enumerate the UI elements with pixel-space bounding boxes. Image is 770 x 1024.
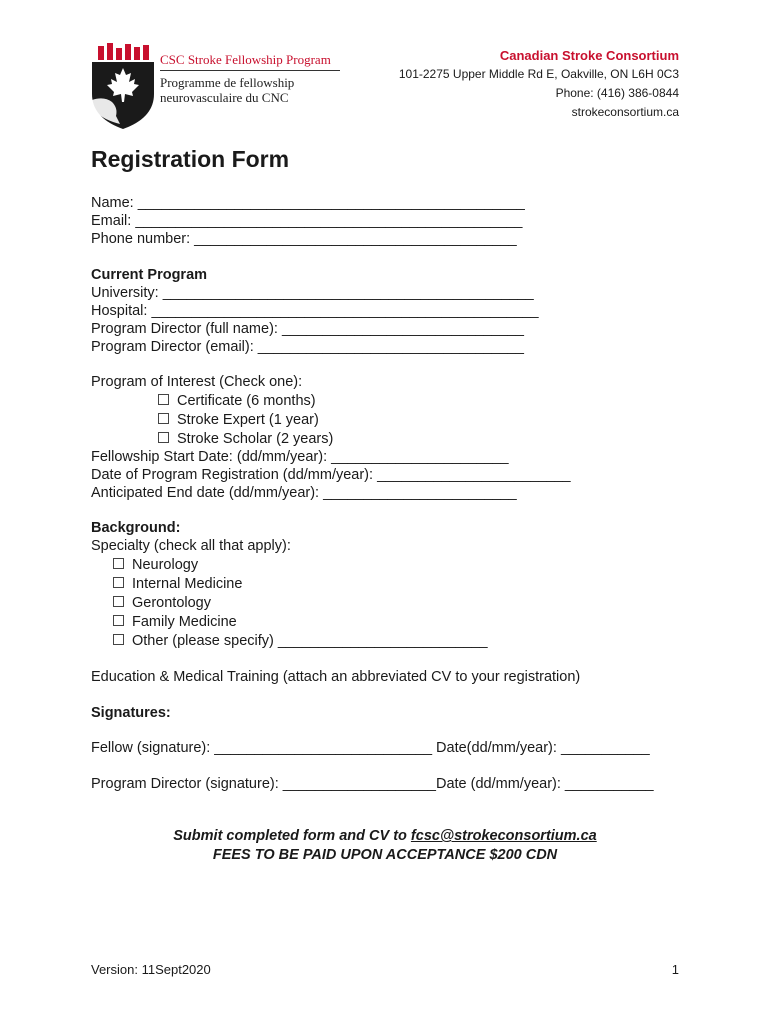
specialty-heading: Specialty (check all that apply): [91,538,291,554]
university-field[interactable]: University: ______________________________________________ [91,285,534,301]
org-address: 101-2275 Upper Middle Rd E, Oakville, ON L6H 0C3 [398,67,679,81]
background-heading: Background: [91,520,181,536]
email-field[interactable]: Email: ________________________________________________ [91,213,523,229]
hospital-field[interactable]: Hospital: ________________________________________________ [91,303,539,319]
interest-heading: Program of Interest (Check one): [91,374,303,390]
phone-field[interactable]: Phone number: ________________________________________ [91,231,517,247]
org-name: Canadian Stroke Consortium [499,48,679,63]
director-signature-line[interactable]: Program Director (signature): ___________________Date (dd/mm/year): ___________ [91,776,654,792]
registration-date-field[interactable]: Date of Program Registration (dd/mm/year): ________________________ [91,467,571,483]
specialty-gerontology[interactable]: Gerontology [113,594,211,612]
fees-note: FEES TO BE PAID UPON ACCEPTANCE $200 CDN [212,847,558,863]
page-number: 1 [671,962,679,977]
checkbox[interactable] [113,615,124,626]
interest-option-scholar[interactable]: Stroke Scholar (2 years) [158,430,333,448]
checkbox[interactable] [158,394,169,405]
checkbox[interactable] [113,558,124,569]
director-name-field[interactable]: Program Director (full name): ______________________________ [91,321,524,337]
specialty-other[interactable]: Other (please specify) __________________________ [113,632,488,650]
submit-email-link[interactable]: fcsc@strokeconsortium.ca [410,828,597,844]
education-note: Education & Medical Training (attach an abbreviated CV to your registration) [91,669,581,685]
version-label: Version: 11Sept2020 [91,962,211,977]
checkbox[interactable] [158,432,169,443]
page-title: Registration Form [91,146,290,172]
logo-program-name: CSC Stroke Fellowship Program [160,52,331,67]
specialty-internal-medicine[interactable]: Internal Medicine [113,575,242,593]
name-field[interactable]: Name: ________________________________________________ [91,195,525,211]
checkbox[interactable] [113,577,124,588]
interest-option-expert[interactable]: Stroke Expert (1 year) [158,411,319,429]
specialty-neurology[interactable]: Neurology [113,556,198,574]
checkbox[interactable] [113,634,124,645]
checkbox[interactable] [113,596,124,607]
specialty-family-medicine[interactable]: Family Medicine [113,613,237,631]
checkbox[interactable] [158,413,169,424]
org-website: strokeconsortium.ca [571,105,679,119]
current-program-heading: Current Program [91,267,208,283]
csc-logo-shield [90,42,156,130]
shield-icon [90,42,156,130]
logo-divider [160,70,340,71]
fellow-signature-line[interactable]: Fellow (signature): ___________________________ Date(dd/mm/year): ___________ [91,740,650,756]
submit-instructions: Submit completed form and CV to fcsc@strokeconsortium.ca [173,828,597,844]
start-date-field[interactable]: Fellowship Start Date: (dd/mm/year): ______________________ [91,449,509,465]
signatures-heading: Signatures: [91,705,171,721]
logo-french-line1: Programme de fellowship [160,75,295,90]
interest-option-certificate[interactable]: Certificate (6 months) [158,392,316,410]
director-email-field[interactable]: Program Director (email): _________________________________ [91,339,524,355]
end-date-field[interactable]: Anticipated End date (dd/mm/year): ________________________ [91,485,517,501]
logo-french-line2: neurovasculaire du CNC [160,90,289,105]
org-phone: Phone: (416) 386-0844 [555,86,679,100]
